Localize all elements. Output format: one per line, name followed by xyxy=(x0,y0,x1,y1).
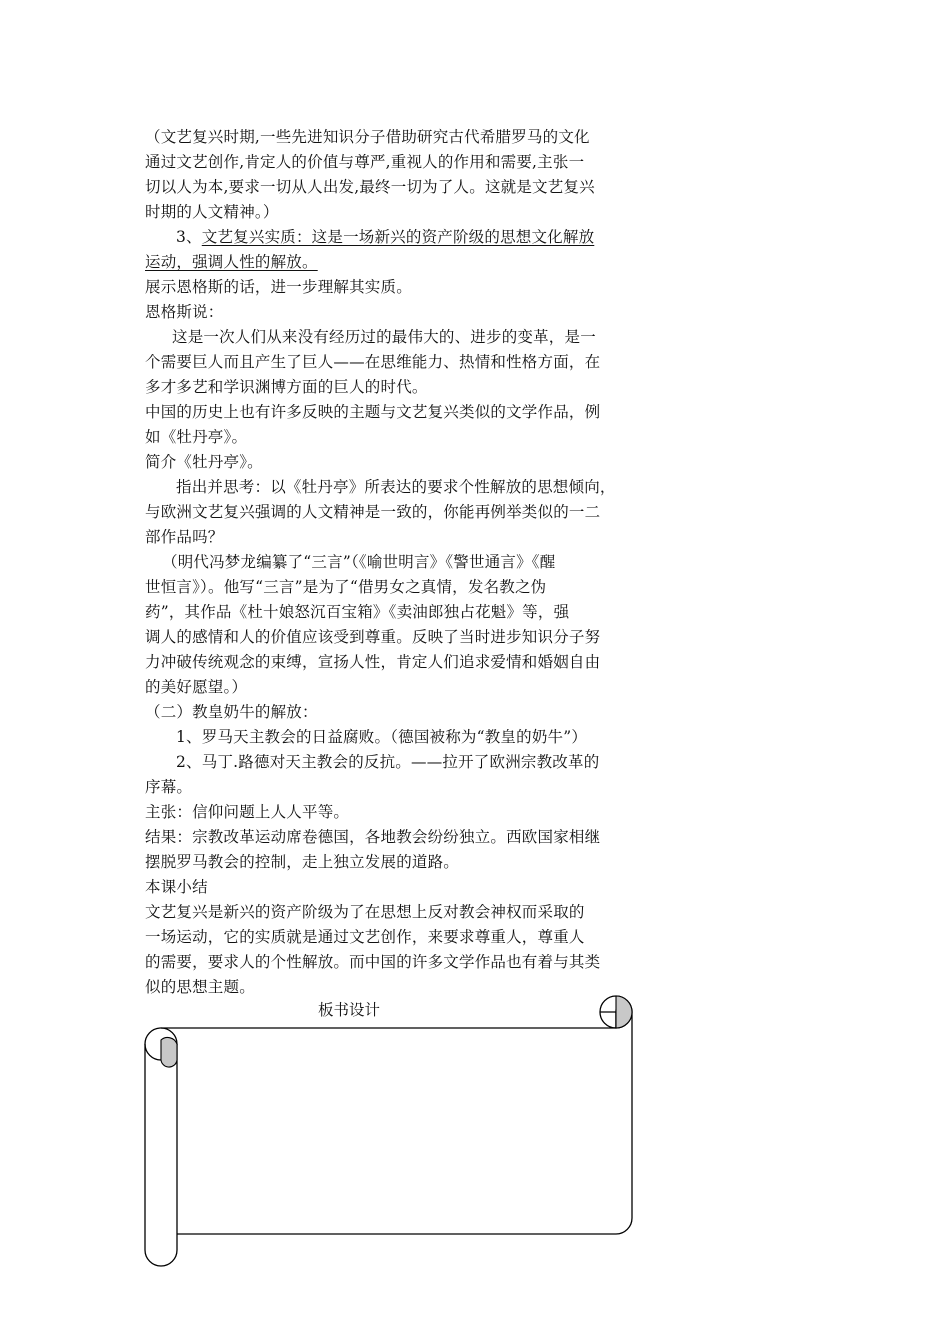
text-line: 主张：信仰问题上人人平等。 xyxy=(145,803,350,821)
text-line: 1、罗马天主教会的日益腐败。（德国被称为“教皇的奶牛”） xyxy=(176,728,588,746)
text-line: 简介《牡丹亭》。 xyxy=(145,453,263,471)
text-line: 恩格斯说： xyxy=(145,303,224,321)
quote-line: 这是一次人们从来没有经历过的最伟大的、进步的变革，是一 xyxy=(172,328,596,346)
text-line: 一场运动，它的实质就是通过文艺创作，来要求尊重人，尊重人 xyxy=(145,928,585,946)
text-line: 的美好愿望。） xyxy=(145,678,248,696)
text-line: 部作品吗？ xyxy=(145,528,224,546)
text-line: （明代冯梦龙编纂了“三言”（《喻世明言》《警世通言》《醒 xyxy=(162,553,556,571)
text-line: 如《牡丹亭》。 xyxy=(145,428,248,446)
board-title: 板书设计 xyxy=(318,1001,381,1019)
text-line: 结果：宗教改革运动席卷德国，各地教会纷纷独立。西欧国家相继 xyxy=(145,828,601,846)
text-line: 药”，其作品《杜十娘怒沉百宝箱》《卖油郎独占花魁》等，强 xyxy=(145,603,570,621)
section-heading: （二）教皇奶牛的解放： xyxy=(145,703,318,721)
text-line: 世恒言》）。他写“三言”是为了“借男女之真情，发名教之伪 xyxy=(145,578,547,596)
text-line: 调人的感情和人的价值应该受到尊重。反映了当时进步知识分子努 xyxy=(145,628,601,646)
text-line: 中国的历史上也有许多反映的主题与文艺复兴类似的文学作品，例 xyxy=(145,403,601,421)
text-line: 2、马丁.路德对天主教会的反抗。——拉开了欧洲宗教改革的 xyxy=(176,753,600,771)
text-line: 摆脱罗马教会的控制，走上独立发展的道路。 xyxy=(145,853,460,871)
quote-line: 多才多艺和学识渊博方面的巨人的时代。 xyxy=(145,378,428,396)
text-line: 通过文艺创作,肯定人的价值与尊严,重视人的作用和需要,主张一 xyxy=(145,153,585,171)
text-line: 力冲破传统观念的束缚，宣扬人性，肯定人们追求爱情和婚姻自由 xyxy=(145,653,601,671)
section-heading: 本课小结 xyxy=(145,878,208,896)
section-number: 3、 xyxy=(176,228,202,246)
text-line: 切以人为本,要求一切从人出发,最终一切为了人。这就是文艺复兴 xyxy=(145,178,595,196)
underlined-text: 运动，强调人性的解放。 xyxy=(145,253,318,271)
text-line: 指出并思考：以《牡丹亭》所表达的要求个性解放的思想倾向， xyxy=(176,478,616,496)
scroll-curl-shade xyxy=(616,996,632,1028)
text-line: 文艺复兴是新兴的资产阶级为了在思想上反对教会神权而采取的 xyxy=(145,903,585,921)
text-line: 与欧洲文艺复兴强调的人文精神是一致的，你能再例举类似的一二 xyxy=(145,503,601,521)
text-line: （文艺复兴时期,一些先进知识分子借助研究古代希腊罗马的文化 xyxy=(145,128,590,146)
text-line: 展示恩格斯的话，进一步理解其实质。 xyxy=(145,278,412,296)
text-line: 似的思想主题。 xyxy=(145,978,255,996)
underlined-text: 文艺复兴实质：这是一场新兴的资产阶级的思想文化解放 xyxy=(201,228,595,246)
scroll-roll-shade xyxy=(161,1037,177,1067)
text-line: 时期的人文精神。） xyxy=(145,203,279,221)
quote-line: 个需要巨人而且产生了巨人——在思维能力、热情和性格方面，在 xyxy=(145,353,601,371)
text-line: 序幕。 xyxy=(145,778,193,796)
text-line: 的需要，要求人的个性解放。而中国的许多文学作品也有着与其类 xyxy=(145,953,601,971)
